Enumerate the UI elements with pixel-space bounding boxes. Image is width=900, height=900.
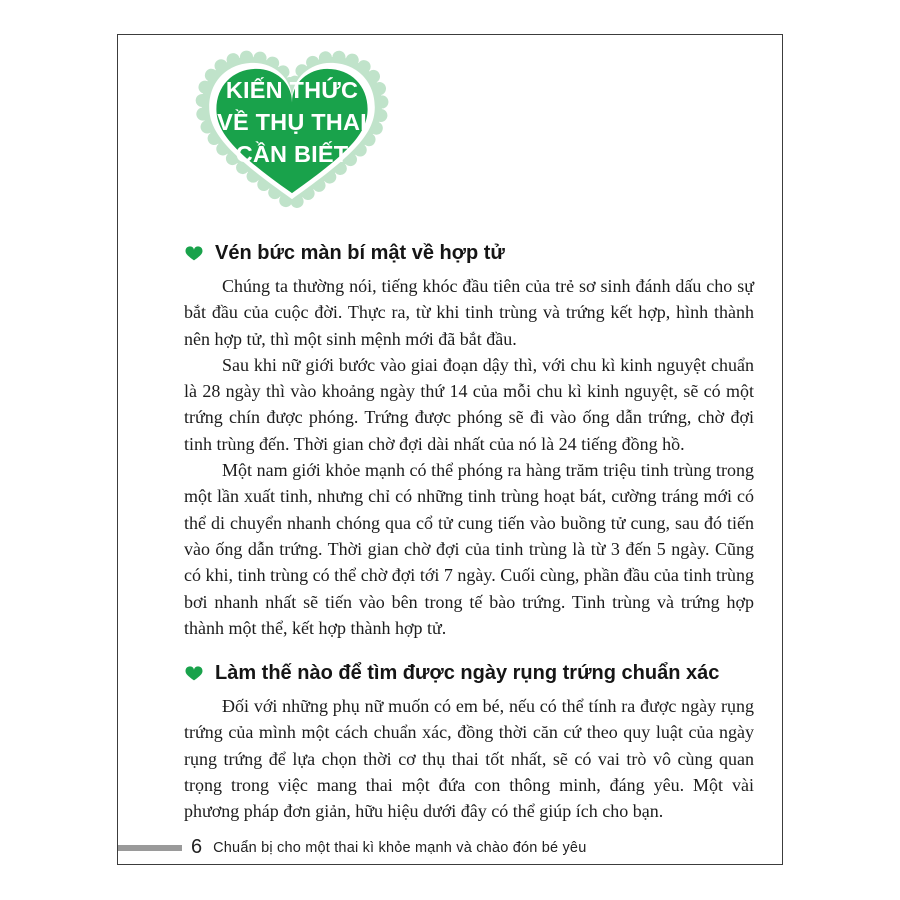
badge-line-3: CẦN BIẾT — [235, 141, 349, 167]
section-1-paragraph-1: Chúng ta thường nói, tiếng khóc đầu tiên của trẻ sơ sinh đánh dấu cho sự bắt đầu của cuộc đời. Thực ra, từ khi tinh trùng và trứng kết hợp, hình thành nên hợp tử, thì một sinh mệnh mới đã bắt đầu. — [184, 276, 754, 349]
badge-line-1: KIẾN THỨC — [225, 77, 359, 103]
heart-icon — [184, 665, 204, 682]
page-number: 6 — [191, 836, 203, 858]
section-heading-2 — [184, 662, 754, 685]
page-border-box — [117, 34, 783, 865]
section-2-title: Làm thế nào để tìm được ngày rụng trứng chuẩn xác — [215, 662, 720, 685]
section-1-paragraph-3: Một nam giới khỏe mạnh có thể phóng ra hàng trăm triệu tinh trùng trong một lần xuất tinh, nhưng chỉ có những tinh trùng hoạt bát, cường tráng mới có thể di chuyển nhanh chóng qua cổ tử cung tiến vào buồng tử cung, sau đó tiến vào ống dẫn trứng. Thời gian chờ đợi của tinh trùng là từ 3 đến 5 ngày. Cũng có khi, tinh trùng có thể chờ đợi tới 7 ngày. Cuối cùng, phần đầu của tinh trùng bơi nhanh nhất sẽ tiến vào bên trong tế bào trứng. Tinh trùng và trứng hợp thành một thể, kết hợp thành hợp tử. — [184, 460, 754, 638]
page-footer — [118, 836, 586, 859]
section-heading-1 — [184, 242, 754, 265]
section-1-title: Vén bức màn bí mật về hợp tử — [215, 242, 505, 264]
page-content — [118, 35, 782, 825]
badge-line-2: VỀ THỤ THAI — [217, 109, 367, 135]
section-1-paragraph-2: Sau khi nữ giới bước vào giai đoạn dậy thì, với chu kì kinh nguyệt chuẩn là 28 ngày thì vào khoảng ngày thứ 14 của mỗi chu kì kinh nguyệt, sẽ có một trứng chín được phóng. Trứng được phóng sẽ đi vào ống dẫn trứng, chờ đợi tinh trùng đến. Thời gian chờ đợi dài nhất của nó là 24 tiếng đồng hồ. — [184, 354, 754, 454]
footer-accent-bar — [118, 845, 182, 851]
heart-badge — [186, 43, 398, 221]
section-2-paragraph-1: Đối với những phụ nữ muốn có em bé, nếu có thể tính ra được ngày rụng trứng của mình một cách chuẩn xác, đồng thời căn cứ theo quy luật của ngày rụng trứng để lựa chọn thời cơ thụ thai tốt nhất, sẽ có vai trò vô cùng quan trọng trong việc mang thai một đứa con thông minh, đáng yêu. Một vài phương pháp đơn giản, hữu hiệu dưới đây có thể giúp ích cho bạn. — [184, 696, 754, 822]
footer-running-title: Chuẩn bị cho một thai kì khỏe mạnh và chào đón bé yêu — [213, 839, 587, 856]
heart-icon — [184, 245, 204, 262]
heart-badge-title — [186, 33, 398, 211]
